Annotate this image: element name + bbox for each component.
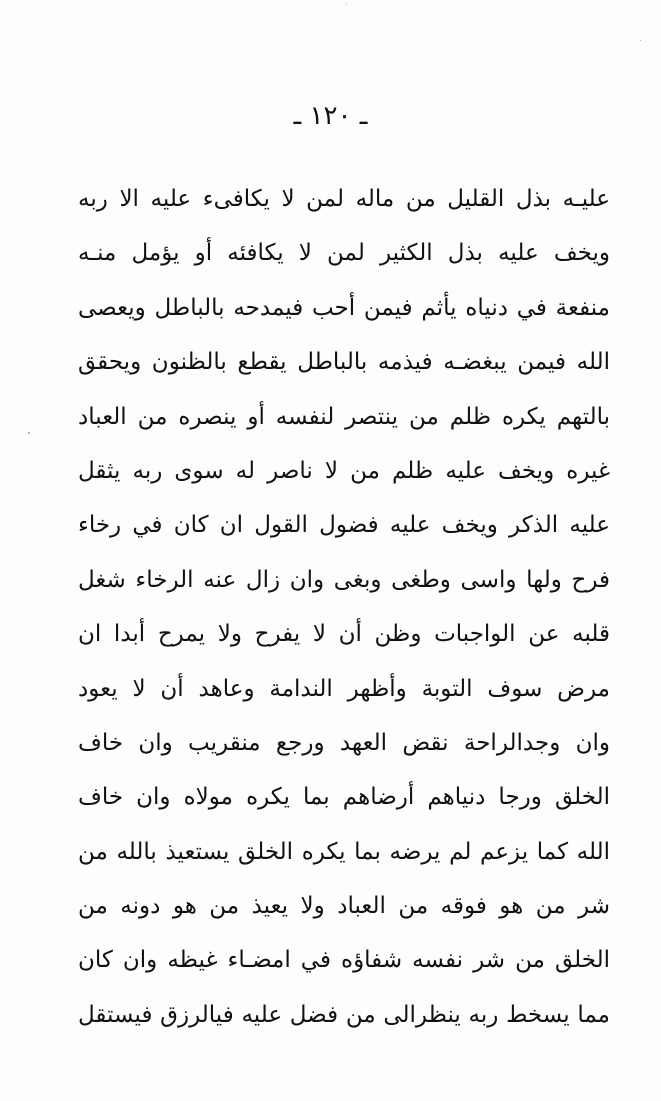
text-line: الخلق ورجا دنياهم أرضاهم بما يكره مولاه وان خاف — [78, 784, 610, 811]
text-line: وان وجدالراحة نقض العهد ورجع منقريب وان خاف — [78, 729, 610, 756]
text-line: عليه الذكر ويخف عليه فضول القول ان كان في رخاء — [78, 512, 610, 539]
page-number: ـ ١٢٠ ـ — [293, 101, 368, 131]
scan-speck — [28, 432, 30, 434]
text-line: الله فيمن يبغضـه فيذمه بالباطل يقطع بالظنون ويحقق — [78, 349, 610, 376]
text-line: شر من هو فوقه من العباد ولا يعيذ من هو دونه من — [78, 893, 610, 920]
text-line: فرح ولها واسى وطغى وبغى وان زال عنه الرخاء شغل — [78, 566, 610, 593]
text-line: عليـه بذل القليل من ماله لمن لا يكافىء عليه الا ربه — [78, 186, 610, 212]
text-line: غيره ويخف عليه ظلم من لا ناصر له سوى ربه يثقل — [78, 457, 610, 484]
text-line: الخلق من شر نفسه شفاؤه في امضـاء غيظه وان كان — [78, 947, 610, 974]
text-line: قلبه عن الواجبات وظن أن لا يفرح ولا يمرح أبدا ان — [78, 621, 610, 648]
text-line: الله كما يزعم لم يرضه بما يكره الخلق يستعيذ بالله من — [78, 838, 610, 865]
text-line: مما يسخط ربه ينظرالى من فضل عليه فيالرزق فيستقل — [78, 1001, 610, 1028]
text-line: مرض سوف التوبة وأظهر الندامة وعاهد أن لا يعود — [78, 675, 610, 702]
scan-speck — [346, 3, 347, 4]
text-line: منفعة في دنياه يأثم فيمن أحب فيمدحه بالباطل ويعصى — [78, 294, 610, 321]
text-line: بالتهم يكره ظلم من ينتصر لنفسه أو ينصره من العباد — [78, 403, 610, 430]
scan-speck — [640, 40, 641, 41]
body-text — [78, 172, 610, 1042]
text-line: ويخف عليه بذل الكثير لمن لا يكافئه أو يؤمل منـه — [78, 240, 610, 267]
